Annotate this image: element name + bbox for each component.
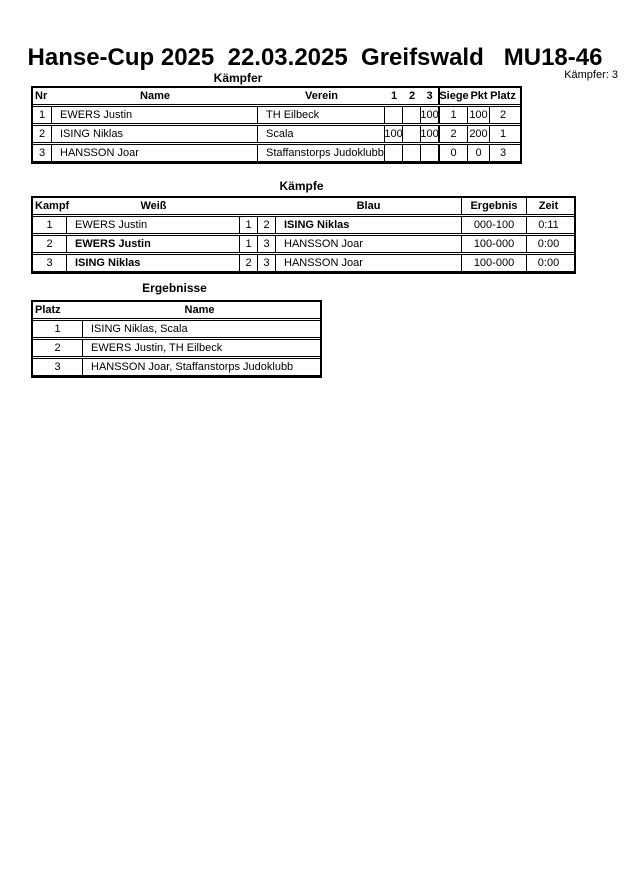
table-row	[33, 339, 320, 357]
ergebnisse-table	[31, 300, 322, 378]
cell-result-1	[385, 107, 403, 123]
cell-nr: 3	[33, 145, 52, 161]
column-header-2: 2	[408, 89, 416, 102]
cell-result-2	[403, 107, 421, 123]
column-header-siege: Siege	[439, 89, 469, 102]
column-header-zeit: Zeit	[538, 199, 559, 212]
kaempfer-heading: Kämpfer	[213, 71, 263, 85]
cell-ergebnis: 000-100	[462, 217, 527, 233]
cell-weiss: EWERS Justin	[67, 217, 240, 233]
cell-result-1: 100	[385, 126, 403, 142]
kaempfe-table	[31, 196, 576, 274]
ergebnisse-heading: Ergebnisse	[142, 281, 207, 295]
cell-weiss-nr: 1	[240, 236, 258, 252]
cell-blau: ISING Niklas	[276, 217, 462, 233]
cell-platz: 3	[499, 146, 507, 159]
table-row	[33, 216, 574, 234]
cell-kampf: 2	[33, 236, 67, 252]
column-header-nr: Nr	[35, 89, 48, 102]
cell-name: ISING Niklas, Scala	[91, 322, 188, 335]
page-title: Hanse-Cup 2025 22.03.2025 Greifswald MU18-46	[27, 44, 603, 71]
kaempfer-table	[31, 86, 522, 164]
cell-siege: 2	[440, 126, 468, 142]
cell-platz: 1	[499, 127, 507, 140]
cell-name: EWERS Justin	[52, 107, 258, 123]
table-row	[33, 125, 520, 143]
cell-verein: TH Eilbeck	[258, 107, 385, 123]
header-spacer	[240, 198, 276, 214]
cell-platz: 2	[33, 340, 83, 356]
cell-ergebnis: 100-000	[462, 255, 527, 271]
fighter-count-label: Kämpfer: 3	[564, 69, 618, 81]
table-row	[33, 254, 574, 272]
cell-kampf: 3	[33, 255, 67, 271]
cell-pkt: 100	[468, 107, 490, 123]
cell-verein: Staffanstorps Judoklubb	[258, 145, 385, 161]
cell-siege: 1	[440, 107, 468, 123]
cell-pkt: 200	[468, 126, 490, 142]
column-header-name: Name	[184, 303, 215, 316]
kaempfe-header-row	[33, 198, 574, 215]
column-header-weiss: Weiß	[140, 199, 167, 212]
column-header-platz: Platz	[35, 303, 61, 316]
cell-result-3: 100	[421, 107, 440, 123]
cell-blau-nr: 3	[258, 236, 276, 252]
cell-result-2	[403, 126, 421, 142]
cell-weiss: ISING Niklas	[67, 255, 240, 271]
column-header-pkt: Pkt	[470, 89, 488, 102]
cell-result-3	[421, 145, 440, 161]
column-header-platz: Platz	[490, 89, 516, 102]
cell-pkt: 0	[468, 145, 490, 161]
table-row	[33, 358, 320, 376]
column-header-3: 3	[421, 88, 440, 104]
cell-zeit: 0:00	[537, 237, 560, 250]
kaempfer-header-row	[33, 88, 520, 105]
cell-name: HANSSON Joar	[52, 145, 258, 161]
table-row	[33, 235, 574, 253]
cell-result-1	[385, 145, 403, 161]
cell-weiss: EWERS Justin	[67, 236, 240, 252]
cell-name: ISING Niklas	[52, 126, 258, 142]
cell-zeit: 0:11	[538, 218, 559, 231]
column-header-ergebnis: Ergebnis	[462, 198, 527, 214]
column-header-name: Name	[140, 89, 170, 102]
cell-result-2	[403, 145, 421, 161]
ergebnisse-header-row	[33, 302, 320, 319]
cell-nr: 1	[33, 107, 52, 123]
cell-platz: 3	[33, 359, 83, 375]
column-header-blau: Blau	[276, 198, 462, 214]
cell-platz: 2	[499, 108, 507, 121]
cell-weiss-nr: 1	[240, 217, 258, 233]
table-row	[33, 144, 520, 162]
kaempfe-heading: Kämpfe	[279, 179, 324, 193]
cell-platz: 1	[33, 321, 83, 337]
cell-verein: Scala	[258, 126, 385, 142]
cell-result-3: 100	[421, 126, 440, 142]
cell-weiss-nr: 2	[240, 255, 258, 271]
column-header-1: 1	[390, 89, 398, 102]
cell-ergebnis: 100-000	[462, 236, 527, 252]
cell-kampf: 1	[33, 217, 67, 233]
column-header-verein: Verein	[304, 89, 339, 102]
table-row	[33, 320, 320, 338]
cell-blau-nr: 3	[258, 255, 276, 271]
cell-blau: HANSSON Joar	[276, 236, 462, 252]
table-row	[33, 106, 520, 124]
cell-name: EWERS Justin, TH Eilbeck	[91, 341, 223, 354]
cell-zeit: 0:00	[537, 256, 560, 269]
cell-blau-nr: 2	[258, 217, 276, 233]
cell-siege: 0	[440, 145, 468, 161]
cell-blau: HANSSON Joar	[276, 255, 462, 271]
cell-nr: 2	[33, 126, 52, 142]
column-header-kampf: Kampf	[35, 199, 70, 212]
cell-name: HANSSON Joar, Staffanstorps Judoklubb	[91, 360, 294, 373]
